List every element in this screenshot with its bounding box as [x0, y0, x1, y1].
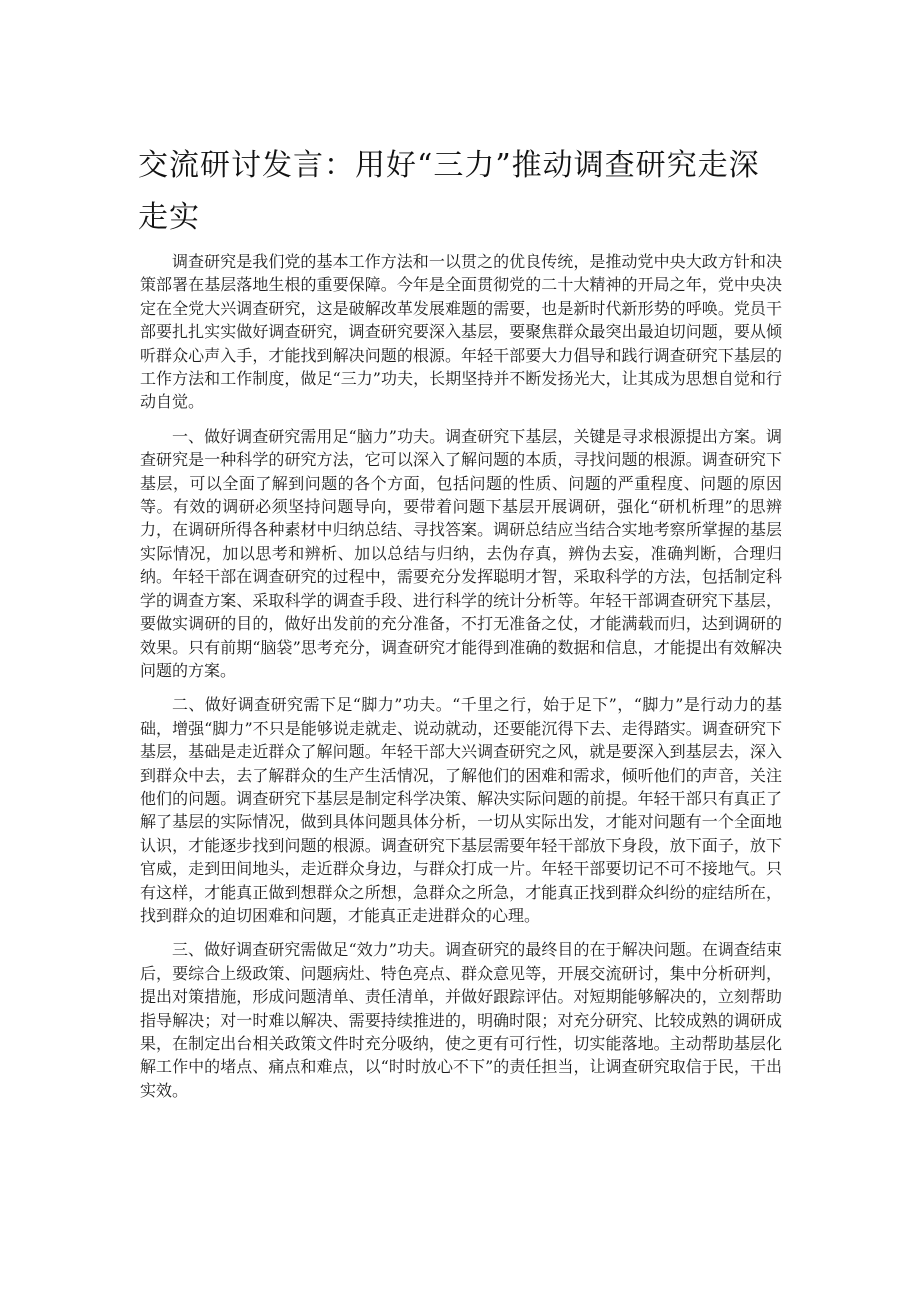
document-body: [140, 250, 782, 1113]
paragraph-brainpower: 一、做好调查研究需用足“脑力”功夫。调查研究下基层，关键是寻求根源提出方案。调查研究是一种科学的研究方法，它可以深入了解问题的本质，寻找问题的根源。调查研究下基层，可以全面了解到问题的各个方面，包括问题的性质、问题的严重程度、问题的原因等。有效的调研必须坚持问题导向，要带着问题下基层开展调研，强化“研机析理”的思辨力，在调研所得各种素材中归纳总结、寻找答案。调研总结应当结合实地考察所掌握的基层实际情况，加以思考和辨析、加以总结与归纳，去伪存真，辨伪去妄，准确判断，合理归纳。年轻干部在调查研究的过程中，需要充分发挥聪明才智，采取科学的方法，包括制定科学的调查方案、采取科学的调查手段、进行科学的统计分析等。年轻干部调查研究下基层，要做实调研的目的，做好出发前的充分准备，不打无准备之仗，才能满载而归，达到调研的效果。只有前期“脑袋”思考充分，调查研究才能得到准确的数据和信息，才能提出有效解决问题的方案。: [140, 426, 782, 680]
paragraph-legwork: 二、做好调查研究需下足“脚力”功夫。“千里之行，始于足下”，“脚力”是行动力的基础，增强“脚力”不只是能够说走就走、说动就动，还要能沉得下去、走得踏实。调查研究下基层，基础是走近群众了解问题。年轻干部大兴调查研究之风，就是要深入到基层去，深入到群众中去，去了解群众的生产生活情况，了解他们的困难和需求，倾听他们的声音，关注他们的问题。调查研究下基层是制定科学决策、解决实际问题的前提。年轻干部只有真正了解了基层的实际情况，做到具体问题具体分析，一切从实际出发，才能对问题有一个全面地认识，才能逐步找到问题的根源。调查研究下基层需要年轻干部放下身段，放下面子，放下官威，走到田间地头，走近群众身边，与群众打成一片。年轻干部要切记不可不接地气。只有这样，才能真正做到想群众之所想，急群众之所急，才能真正找到群众纠纷的症结所在，找到群众的迫切困难和问题，才能真正走进群众的心理。: [140, 695, 782, 925]
page-title: 交流研讨发言：用好“三力”推动调查研究走深走实: [138, 148, 760, 235]
paragraph-intro: 调查研究是我们党的基本工作方法和一以贯之的优良传统，是推动党中央大政方针和决策部署在基层落地生根的重要保障。今年是全面贯彻党的二十大精神的开局之年，党中央决定在全党大兴调查研究，这是破解改革发展难题的需要，也是新时代新形势的呼唤。党员干部要扎扎实实做好调查研究，调查研究要深入基层，要聚焦群众最突出最迫切问题，要从倾听群众心声入手，才能找到解决问题的根源。年轻干部要大力倡导和践行调查研究下基层的工作方法和工作制度，做足“三力”功夫，长期坚持并不断发扬光大，让其成为思想自觉和行动自觉。: [140, 252, 782, 412]
paragraph-effectiveness: 三、做好调查研究需做足“效力”功夫。调查研究的最终目的在于解决问题。在调查结束后，要综合上级政策、问题病灶、特色亮点、群众意见等，开展交流研讨，集中分析研判，提出对策措施，形成问题清单、责任清单，并做好跟踪评估。对短期能够解决的，立刻帮助指导解决；对一时难以解决、需要持续推进的，明确时限；对充分研究、比较成熟的调研成果，在制定出台相关政策文件时充分吸纳，使之更有可行性，切实能落地。主动帮助基层化解工作中的堵点、痛点和难点，以“时时放心不下”的责任担当，让调查研究取信于民，干出实效。: [140, 940, 782, 1100]
